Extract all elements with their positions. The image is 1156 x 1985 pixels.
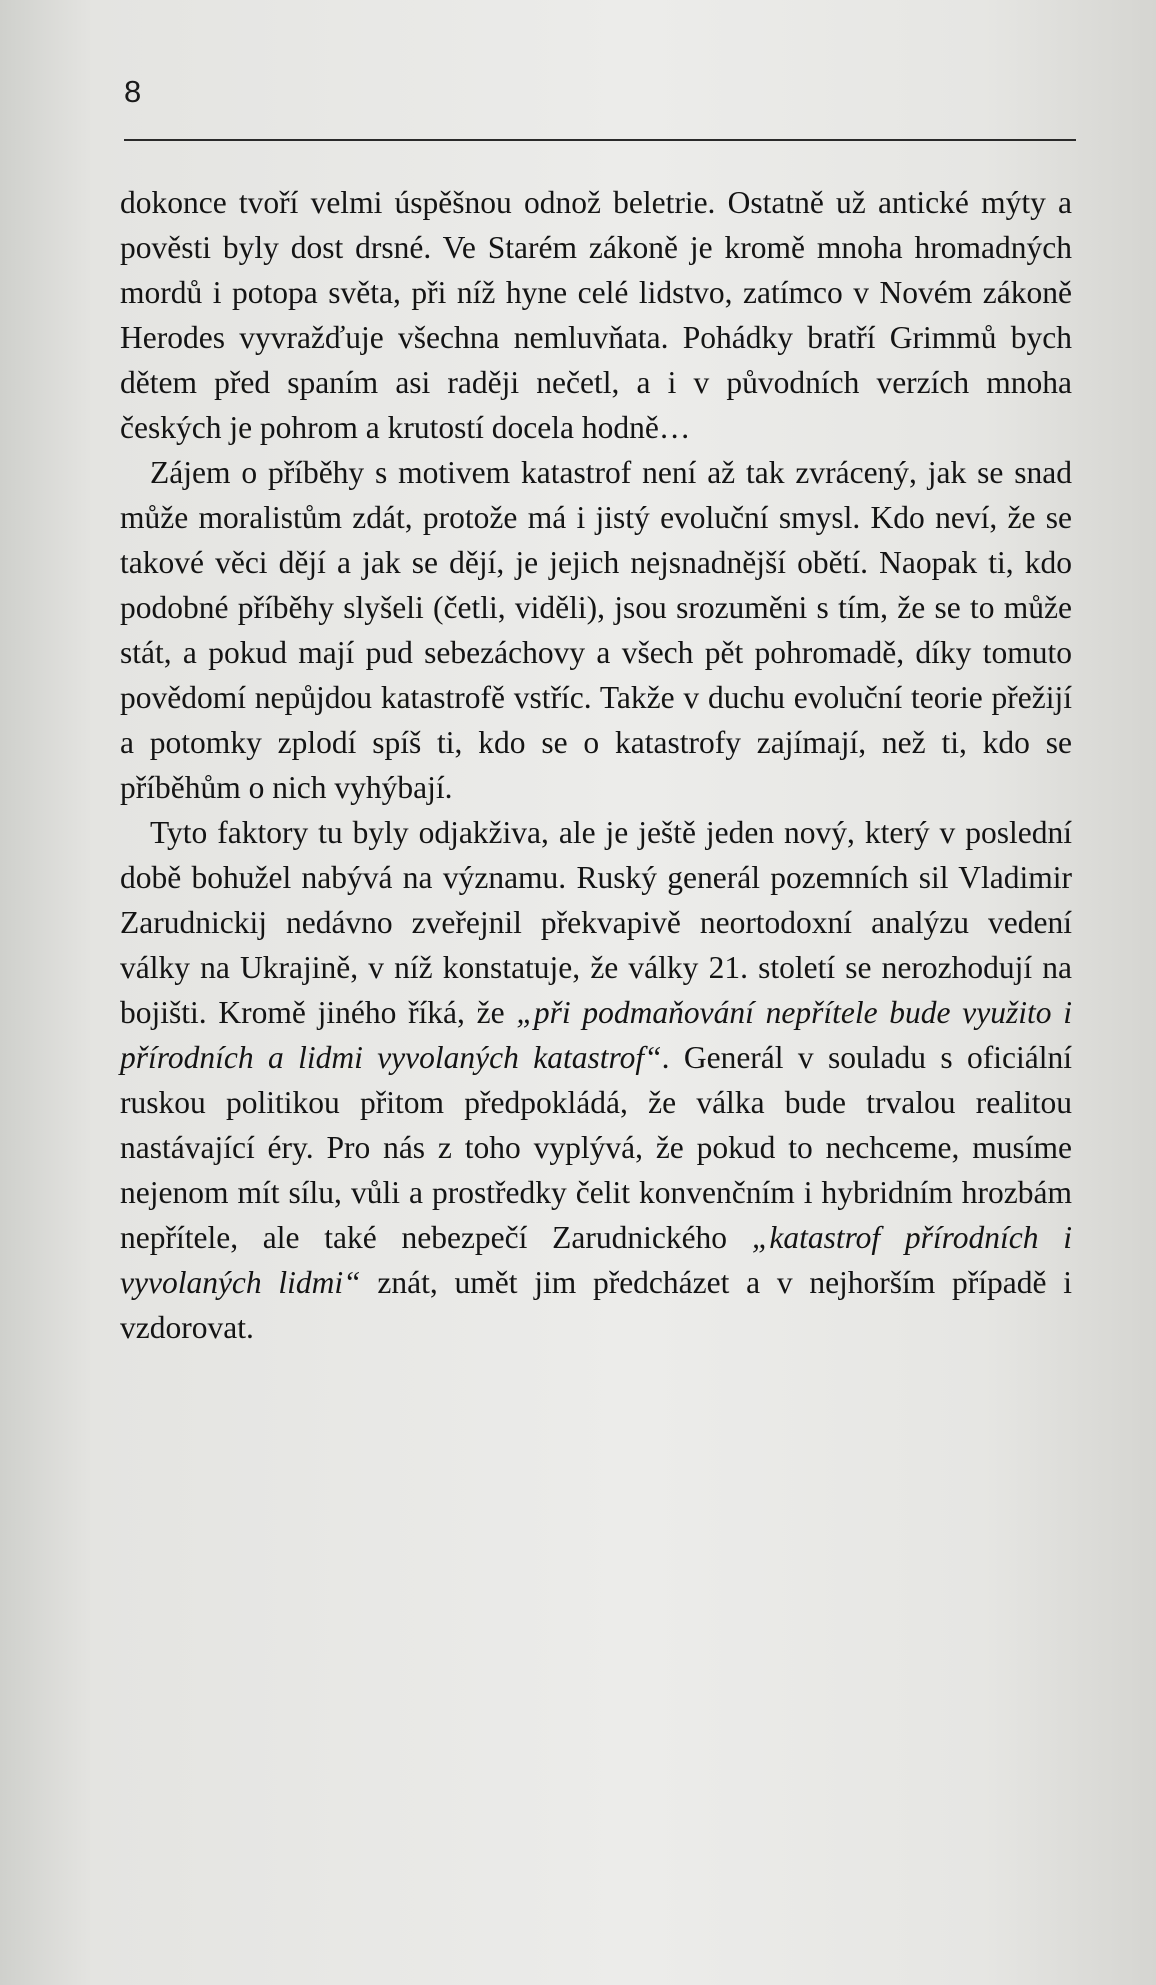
quote-italic: „při podmaňování nepřítele bude využito i přírodních a lidmi vyvolaných katastrof“: [120, 995, 1072, 1075]
paragraph-2: [120, 450, 1072, 810]
paragraph-3-text: znát, umět jim předcházet a v nejhorším případě i vzdorovat.: [120, 1265, 1072, 1345]
header-rule: [124, 139, 1076, 141]
page-number: 8: [124, 74, 142, 109]
body-text: [120, 180, 1072, 1350]
paragraph-1-text: dokonce tvoří velmi úspěšnou odnož beletrie. Ostatně už antické mýty a pověsti byly dost drsné. Ve Starém zákoně je kromě mnoha hromadných mordů i potopa světa, při níž hyne celé lidstvo, zatímco v Novém zákoně Herodes vyvražďuje všechna nemluvňata. Pohádky bratří Grimmů bych dětem před spaním asi raději nečetl, a i v původních verzích mnoha českých je pohrom a krutostí docela hodně…: [120, 185, 1072, 445]
paragraph-3-text: . Generál v souladu s oficiální ruskou politikou přitom předpokládá, že válka bude trvalou realitou nastávající éry. Pro nás z toho vyplývá, že pokud to nechceme, musíme nejenom mít sílu, vůli a prostředky čelit konvenčním i hybridním hrozbám nepřítele, ale také nebezpečí Zarudnického: [120, 1040, 1072, 1255]
quote-italic: „katastrof přírodních i vyvolaných lidmi“: [120, 1220, 1072, 1300]
paragraph-3-text: Tyto faktory tu byly odjakživa, ale je ještě jeden nový, který v poslední době bohužel nabývá na významu. Ruský generál pozemních sil Vladimir Zarudnickij nedávno zveřejnil překvapivě neortodoxní analýzu vedení války na Ukrajině, v níž konstatuje, že války 21. století se nerozhodují na bojišti. Kromě jiného říká, že: [120, 815, 1072, 1030]
paragraph-2-text: Zájem o příběhy s motivem katastrof není až tak zvrácený, jak se snad může moralistům zdát, protože má i jistý evoluční smysl. Kdo neví, že se takové věci dějí a jak se dějí, je jejich nejsnadnější obětí. Naopak ti, kdo podobné příběhy slyšeli (četli, viděli), jsou srozuměni s tím, že se to může stát, a pokud mají pud sebezáchovy a všech pět pohromadě, díky tomuto povědomí nepůjdou katastrofě vstříc. Takže v duchu evoluční teorie přežijí a potomky zplodí spíš ti, kdo se o katastrofy zajímají, než ti, kdo se příběhům o nich vyhýbají.: [120, 455, 1072, 805]
paragraph-3: [120, 810, 1072, 1350]
paragraph-1: [120, 180, 1072, 450]
